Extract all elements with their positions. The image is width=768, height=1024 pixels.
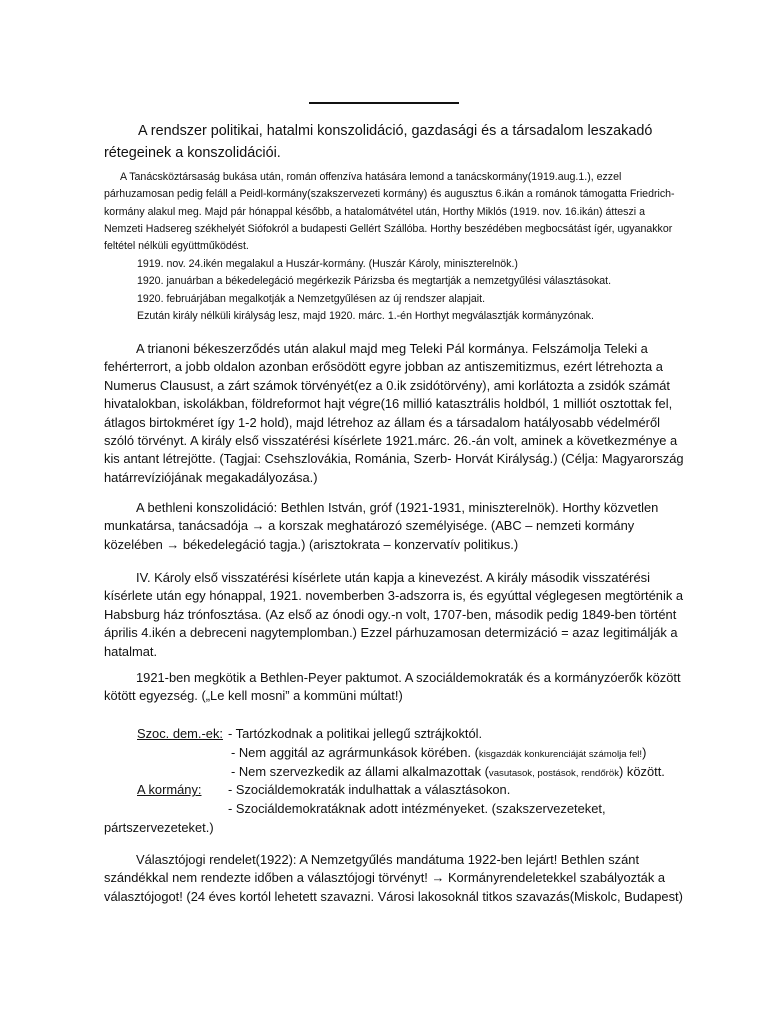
kormany-label: A kormány: bbox=[137, 782, 202, 798]
szoc-note: kisgazdák konkurenciáját számolja fel! bbox=[478, 748, 643, 760]
terms-row bbox=[104, 800, 704, 819]
event-line: Ezután király nélküli királyság lesz, majd 1920. márc. 1.-én Horthyt megválasztják kormányzónak. bbox=[137, 309, 594, 322]
event-line: 1920. februárjában megalkotják a Nemzetgyűlésen az új rendszer alapjait. bbox=[137, 292, 486, 305]
event-line: 1919. nov. 24.ikén megalakul a Huszár-kormány. (Huszár Károly, miniszterelnök.) bbox=[137, 258, 518, 270]
terms-row bbox=[104, 725, 704, 744]
teleki-paragraph: A trianoni békeszerződés után alakul majd meg Teleki Pál kormánya. Felszámolja Teleki a fehérterrort, a jobb oldalon azonban erősödött egyre jobban az antiszemitizmus, ezért létrehozta a Numerus Clausust, a zárt számok törvényét(ez a 0.ik zsidótörvény), ami korlátozta a zsidók számát hivatalokban, iskolákban, földreformot hajt végre(16 millió katasztrális holdból, 1 milliót osztottak fel, átlagos birtokméret így 1-2 hold), majd létrehoz az állam és a társadalom hatályosabb védelméről szóló törvényt. A király első visszatérési kísérlete 1921.márc. 26.-án volt, aminek a következménye a kis antant létrejötte. (Tagjai: Csehszlovákia, Románia, Szerb- Horvát Királyság.) (Célja: Magyarország határrevíziójának megakadályozása.) bbox=[104, 341, 684, 485]
szoc-item: - Nem aggitál az agrármunkások körében. (kisgazdák konkurenciáját számolja fel!) bbox=[231, 744, 647, 760]
terms-row bbox=[104, 819, 704, 838]
paktum-terms bbox=[104, 725, 704, 838]
szoc-note: vasutasok, postások, rendőrök bbox=[488, 767, 620, 779]
bethlen-paragraph: A bethleni konszolidáció: Bethlen István, gróf (1921-1931, miniszterelnök). Horthy közvetlen munkatársa, tanácsadója → a korszak meghatározó személyisége. (ABC – nemzeti kormány közelében → békedelegáció tagja.) (arisztokrata – konzervatív politikus.) bbox=[104, 500, 659, 552]
kormany-item: - Szociáldemokraták indulhattak a választásokon. bbox=[228, 782, 511, 798]
karoly-paragraph: IV. Károly első visszatérési kísérlete után kapja a kinevezést. A király második visszatérési kísérlete után egy hónappal, 1921. novemberben 3-adszorra is, és egyúttal véglegesen megtörténik a Habsburg ház trónfosztása. (Az első az ónodi ogy.-n volt, 1707-ben, második pedig 1849-ben történt április 4.ikén a debreceni nagytemplomban.) Ezzel párhuzamosan determizáció = azaz legitimálják a hatalmat. bbox=[104, 570, 684, 659]
szoc-dem-label: Szoc. dem.-ek: bbox=[137, 726, 223, 741]
szoc-item: - Nem szervezkedik az állami alkalmazottak (vasutasok, postások, rendőrök) között. bbox=[231, 763, 665, 779]
terms-row bbox=[104, 781, 704, 800]
event-line: 1920. januárban a békedelegáció megérkezik Párizsba és megtartják a nemzetgyűlési választásokat. bbox=[137, 275, 612, 288]
document-heading: A rendszer politikai, hatalmi konszolidáció, gazdasági és a társadalom leszakadó rétegeinek a konszolidációi. bbox=[104, 123, 653, 161]
szoc-item: - Tartózkodnak a politikai jellegű sztrájkoktól. bbox=[228, 726, 483, 741]
top-rule bbox=[309, 102, 459, 104]
valasztojog-paragraph: Választójogi rendelet(1922): A Nemzetgyűlés mandátuma 1922-ben lejárt! Bethlen szánt szándékkal nem rendezte időben a választójogi törvényt! → Kormányrendeletekkel szabályozták a választójogot! (24 éves kortól lehetett szavazni. Városi lakosoknál titkos szavazás(Miskolc, Budapest) bbox=[104, 852, 683, 904]
terms-row bbox=[104, 763, 704, 782]
paktum-paragraph: 1921-ben megkötik a Bethlen-Peyer paktumot. A szociáldemokraták és a kormányzóerők között kötött egyezség. („Le kell mosni” a kommüni múltat!) bbox=[104, 670, 681, 704]
event-list bbox=[137, 256, 697, 325]
kormany-item-continued: pártszervezeteket.) bbox=[104, 819, 214, 835]
kormany-item: - Szociáldemokratáknak adott intézményeket. (szakszervezeteket, bbox=[228, 801, 606, 817]
intro-paragraph: A Tanácsköztársaság bukása után, román offenzíva hatására lemond a tanácskormány(1919.aug.1.), ezzel párhuzamosan pedig feláll a Peidl-kormány(szakszervezeti kormány) és augusztus 6.ikán a románok támogatta Friedrich-kormány alakul meg. Majd pár hónappal később, a hatalomátvétel után, Horthy Miklós (1919. nov. 16.ikán) átteszi a Nemzeti Hadsereg székhelyét Siófokról a budapesti Gellért Szállóba. Horthy beszédében megbocsátást ígér, ugyanakkor feltétel nélküli együttműködést. bbox=[104, 171, 675, 253]
terms-row bbox=[104, 744, 704, 763]
